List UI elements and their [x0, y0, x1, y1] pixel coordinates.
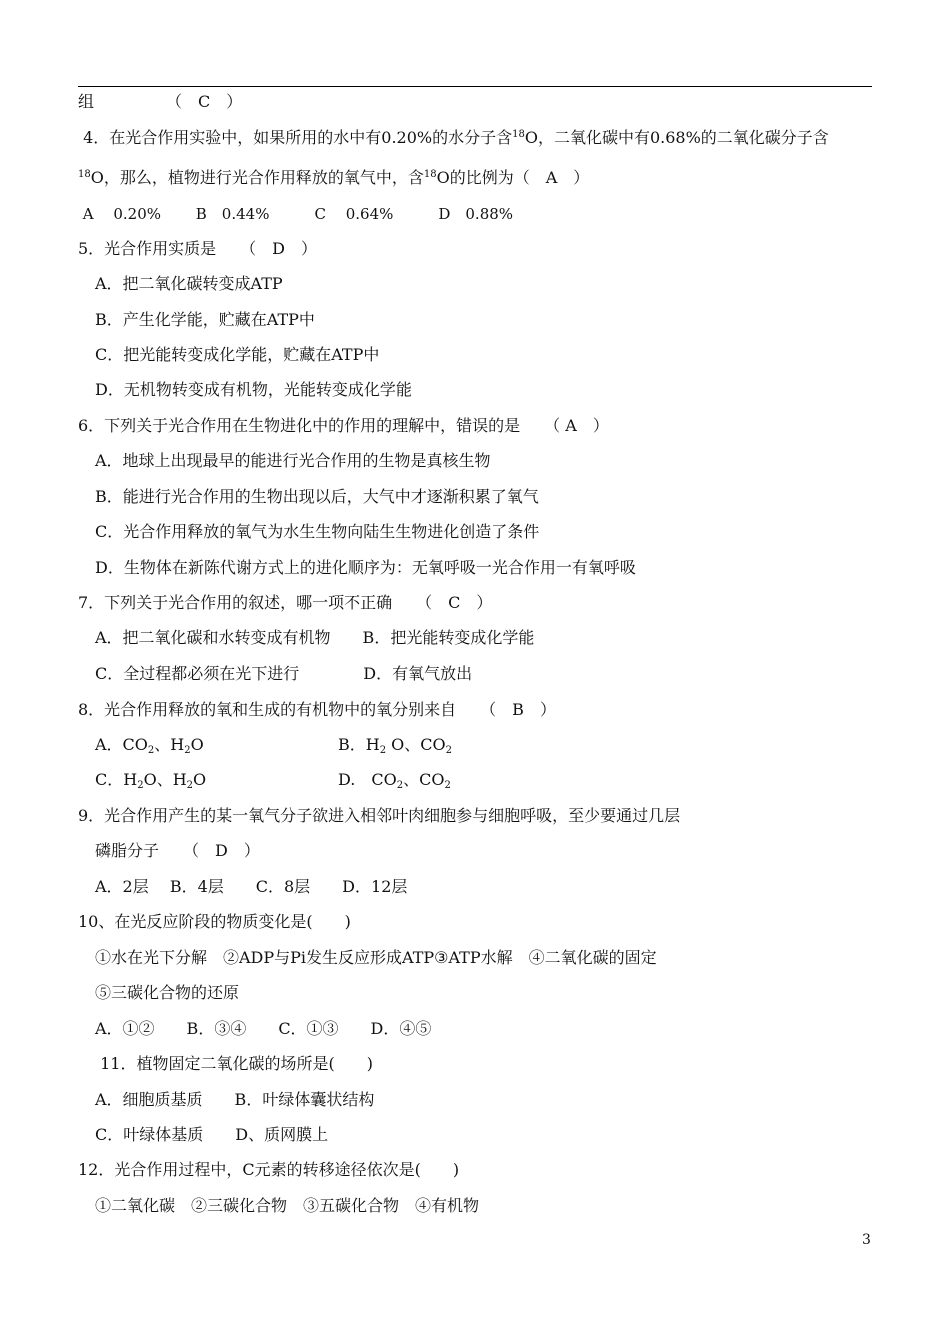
q11-stem: 11．植物固定二氧化碳的场所是( ): [95, 1054, 373, 1073]
q8-option-c: C．H2O、H2O: [95, 770, 207, 791]
q12-stem: 12．光合作用过程中，C元素的转移途径依次是( ): [78, 1160, 460, 1179]
q5-option-a: A．把二氧化碳转变成ATP: [95, 274, 283, 293]
q7-options-ab: A．把二氧化碳和水转变成有机物 B．把光能转变成化学能: [95, 628, 535, 647]
q7-options-cd: C．全过程都必须在光下进行 D．有氧气放出: [95, 664, 473, 683]
q10-items-line2: ⑤三碳化合物的还原: [95, 983, 240, 1002]
q9-stem-line1: 9．光合作用产生的某一氧气分子欲进入相邻叶肉细胞参与细胞呼吸，至少要通过几层: [78, 806, 681, 825]
q6-stem: 6．下列关于光合作用在生物进化中的作用的理解中，错误的是 （ A ）: [78, 416, 609, 435]
q8-option-d: D. CO2、CO2: [338, 770, 451, 791]
q5-option-d: D．无机物转变成有机物，光能转变成化学能: [95, 380, 412, 399]
q5-option-b: B．产生化学能，贮藏在ATP中: [95, 310, 315, 329]
q10-stem: 10、在光反应阶段的物质变化是( ): [78, 912, 351, 931]
q5-stem: 5．光合作用实质是 （ D ）: [78, 239, 318, 258]
q5-option-c: C．把光能转变成化学能，贮藏在ATP中: [95, 345, 380, 364]
q12-items: ①二氧化碳 ②三碳化合物 ③五碳化合物 ④有机物: [95, 1196, 480, 1215]
q4-options: A 0.20% B 0.44% C 0.64% D 0.88%: [78, 205, 514, 223]
header-line: 组 （ C ）: [78, 92, 243, 111]
q4-stem-line2: $^{18}$O，那么，植物进行光合作用释放的氧气中，含$^{18}$O的比例为（ A ）: [78, 168, 590, 187]
q9-stem-line2: 磷脂分子 （ D ）: [95, 841, 260, 860]
header-rule: [78, 86, 872, 87]
q8-stem: 8．光合作用释放的氧和生成的有机物中的氧分别来自 （ B ）: [78, 700, 556, 719]
q10-items-line1: ①水在光下分解 ②ADP与Pi发生反应形成ATP③ATP水解 ④二氧化碳的固定: [95, 948, 657, 967]
q4-stem-line1: 4．在光合作用实验中，如果所用的水中有0.20%的水分子含$^{18}$O，二氧化碳中有0.68%的二氧化碳分子含: [78, 128, 829, 147]
q6-option-b: B．能进行光合作用的生物出现以后，大气中才逐渐积累了氧气: [95, 487, 539, 506]
q8-option-b: B．H2 O、CO2: [338, 735, 453, 756]
q11-options-ab: A．细胞质基质 B．叶绿体囊状结构: [95, 1090, 375, 1109]
q8-option-a: A．CO2、H2O: [95, 735, 204, 756]
page-number: 3: [862, 1232, 871, 1248]
q6-option-d: D．生物体在新陈代谢方式上的进化顺序为：无氧呼吸一光合作用一有氧呼吸: [95, 558, 636, 577]
q6-option-c: C．光合作用释放的氧气为水生生物向陆生生物进化创造了条件: [95, 522, 540, 541]
q6-option-a: A．地球上出现最早的能进行光合作用的生物是真核生物: [95, 451, 491, 470]
q11-options-cd: C．叶绿体基质 D、质网膜上: [95, 1125, 329, 1144]
q9-options: A．2层 B．4层 C．8层 D．12层: [95, 877, 408, 896]
q10-options: A．①② B．③④ C．①③ D．④⑤: [95, 1019, 432, 1038]
q7-stem: 7．下列关于光合作用的叙述，哪一项不正确 （ C ）: [78, 593, 493, 612]
